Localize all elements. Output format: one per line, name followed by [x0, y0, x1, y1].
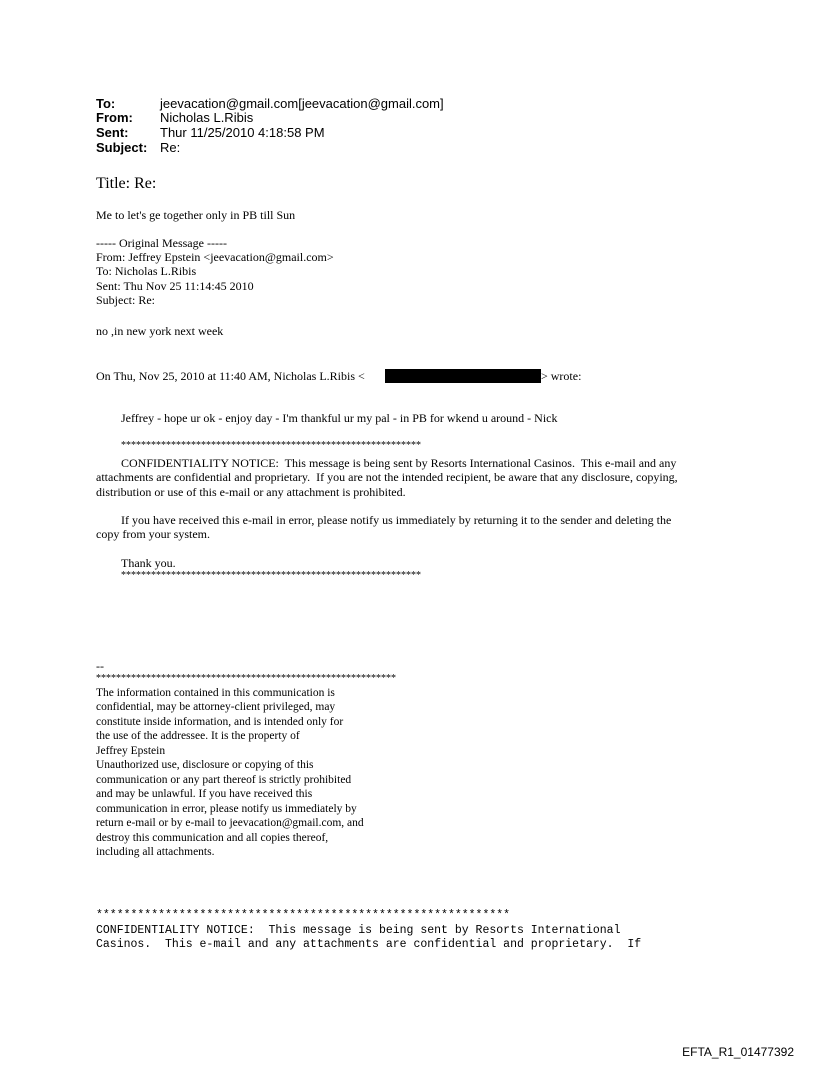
signature-dashes: -- [96, 659, 104, 673]
stars-bottom: ************************************************************ [121, 570, 421, 581]
mono-conf-line-2: Casinos. This e-mail and any attachments are confidential and proprietary. If [96, 938, 642, 951]
signature-line: The information contained in this communication is [96, 687, 335, 699]
redaction-box [385, 369, 541, 383]
mono-stars: ************************************************************ [96, 909, 511, 922]
signature-line: communication or any part thereof is strictly prohibited [96, 774, 352, 786]
signature-line: Jeffrey Epstein [96, 745, 166, 757]
sent-value: Thur 11/25/2010 4:18:58 PM [160, 125, 325, 140]
quote-intro-suffix: > wrote: [541, 369, 582, 383]
to-label: To: [96, 96, 116, 111]
original-subject: Subject: Re: [96, 293, 155, 307]
signature-line: communication in error, please notify us immediately by [96, 803, 357, 815]
original-from: From: Jeffrey Epstein <jeevacation@gmail.com> [96, 250, 334, 264]
message-title: Title: Re: [96, 175, 157, 192]
signature-line: including all attachments. [96, 846, 215, 858]
reply-line: Me to let's ge together only in PB till Sun [96, 208, 296, 222]
to-value: jeevacation@gmail.com[jeevacation@gmail.com] [160, 96, 444, 111]
signature-line: confidential, may be attorney-client privileged, may [96, 701, 336, 713]
subject-label: Subject: [96, 140, 148, 155]
signature-line: destroy this communication and all copies thereof, [96, 832, 329, 844]
thank-you: Thank you. [121, 556, 176, 570]
signature-line: and may be unlawful. If you have received this [96, 788, 313, 800]
stars-top: ************************************************************ [121, 440, 421, 451]
epstein-reply: no ,in new york next week [96, 324, 224, 338]
conf-notice-line-1: CONFIDENTIALITY NOTICE: This message is being sent by Resorts International Casinos. This e-mail and any [121, 456, 677, 470]
original-sent: Sent: Thu Nov 25 11:14:45 2010 [96, 279, 254, 293]
signature-line: constitute inside information, and is intended only for [96, 716, 344, 728]
subject-value: Re: [160, 140, 181, 155]
sent-label: Sent: [96, 125, 129, 140]
original-divider: ----- Original Message ----- [96, 236, 227, 250]
signature-line: the use of the addressee. It is the property of [96, 730, 300, 742]
mono-conf-line-1: CONFIDENTIALITY NOTICE: This message is being sent by Resorts International [96, 924, 621, 937]
conf-notice-line-3: distribution or use of this e-mail or any attachment is prohibited. [96, 485, 406, 499]
original-to: To: Nicholas L.Ribis [96, 264, 197, 278]
quote-intro-prefix: On Thu, Nov 25, 2010 at 11:40 AM, Nicholas L.Ribis < [96, 369, 365, 383]
error-notice-line-2: copy from your system. [96, 527, 210, 541]
from-value: Nicholas L.Ribis [160, 110, 254, 125]
signature-line: Unauthorized use, disclosure or copying of this [96, 759, 314, 771]
signature-stars: ************************************************************ [96, 673, 396, 684]
document-id: EFTA_R1_01477392 [682, 1045, 794, 1059]
quoted-message: Jeffrey - hope ur ok - enjoy day - I'm thankful ur my pal - in PB for wkend u around - Nick [121, 411, 558, 425]
error-notice-line-1: If you have received this e-mail in error, please notify us immediately by returning it to the sender and deleting the [121, 513, 672, 527]
signature-line: return e-mail or by e-mail to jeevacation@gmail.com, and [96, 817, 364, 829]
conf-notice-line-2: attachments are confidential and proprietary. If you are not the intended recipient, be aware that any disclosure, copying, [96, 470, 678, 484]
from-label: From: [96, 110, 133, 125]
